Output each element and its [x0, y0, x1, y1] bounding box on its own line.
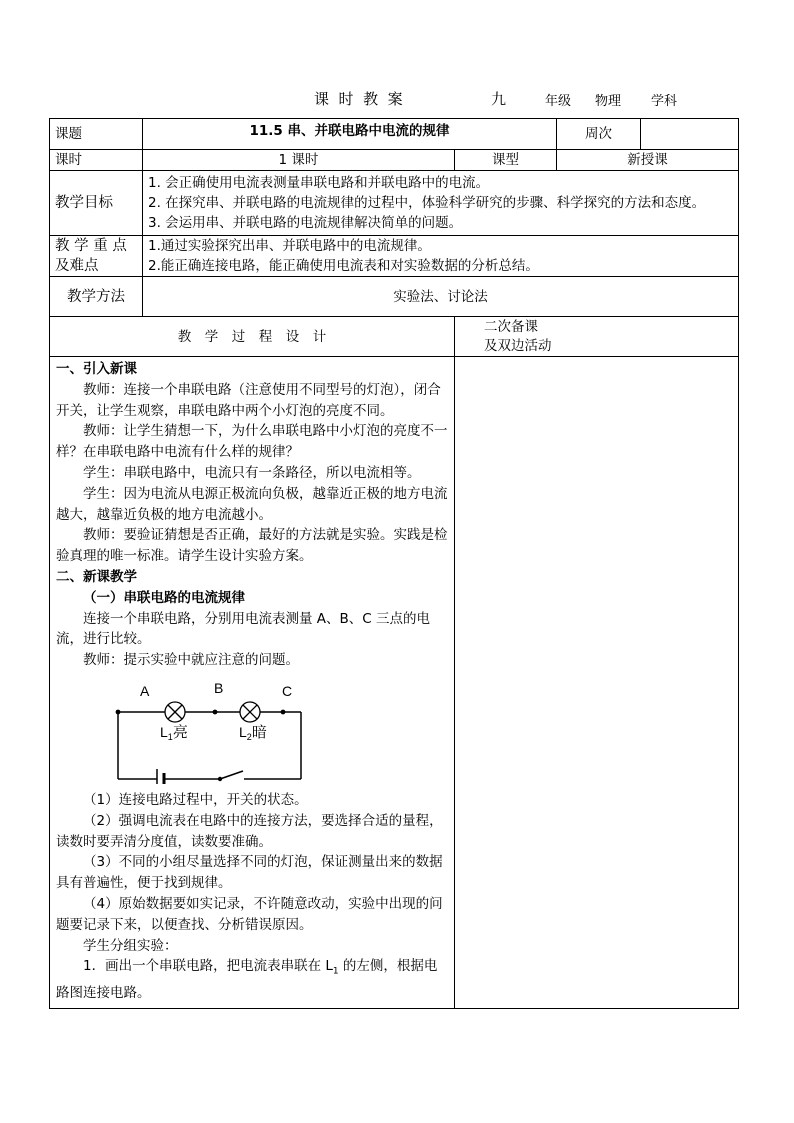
l1-label: $L_1$亮	[160, 723, 188, 742]
heading-grade: 九	[491, 90, 507, 108]
topic-label: 课题	[50, 119, 143, 150]
goal-item: 3. 会运用串、并联电路的电流规律解决简单的问题。	[148, 215, 463, 231]
paragraph: （2）强调电流表在电路中的连接方法，要选择合适的量程，读数时要弄清分度值，读数要准确。	[56, 812, 443, 850]
keypoint-item: 1.通过实验探究出串、并联电路中的电流规律。	[148, 238, 431, 254]
keypoints-label: 教 学 重 点 及难点	[50, 236, 143, 277]
label-b: B	[214, 679, 224, 696]
paragraph: 教师：提示实验中就应注意的问题。	[83, 652, 299, 669]
heading-subject-word: 学科	[651, 94, 678, 109]
label-a: A	[140, 682, 150, 699]
paragraph: 连接一个串联电路，分别用电流表测量 A、B、C 三点的电流，进行比较。	[56, 610, 431, 648]
hours-value: 1 课时	[143, 150, 455, 171]
battery-icon	[157, 769, 164, 784]
goals-label: 教学目标	[50, 171, 143, 236]
goals-cell	[143, 171, 739, 236]
hours-label: 课时	[50, 150, 143, 171]
paragraph: 教师：让学生猜想一下，为什么串联电路中小灯泡的亮度不一样？在串联电路中电流有什么样的规律？	[56, 423, 448, 461]
notes-content	[455, 357, 739, 1009]
switch-icon	[220, 771, 243, 779]
process-header: 教 学 过 程 设 计	[50, 317, 455, 357]
label-c: C	[282, 682, 293, 699]
method-value: 实验法、讨论法	[143, 277, 739, 317]
goal-item: 1. 会正确使用电流表测量串联电路和并联电路中的电流。	[148, 175, 490, 191]
junction-dots	[116, 710, 286, 782]
process-content	[50, 357, 455, 1009]
heading-subject: 物理	[595, 94, 622, 109]
paragraph: 学生：因为电流从电源正极流向负极，越靠近正极的地方电流越大，越靠近负极的地方电流越小。	[56, 485, 448, 523]
paragraph: 教师：连接一个串联电路（注意使用不同型号的灯泡），闭合开关，让学生观察，串联电路中两个小灯泡的亮度不同。	[56, 381, 441, 419]
paragraph: （1）连接电路过程中，开关的状态。	[83, 791, 308, 808]
lamp-l1-icon	[165, 702, 185, 722]
lesson-plan-table	[49, 118, 739, 1009]
keypoints-cell	[143, 236, 739, 277]
paragraph: 学生分组实验：	[83, 937, 178, 954]
subsection-title: （一）串联电路的电流规律	[83, 589, 245, 606]
section-title: 一、引入新课	[56, 361, 137, 377]
section-title: 二、新课教学	[56, 568, 137, 585]
topic-value: 11.5 串、并联电路中电流的规律	[143, 119, 557, 150]
heading-title: 课 时 教 案	[314, 90, 403, 108]
paragraph: 学生：串联电路中，电流只有一条路径，所以电流相等。	[83, 464, 421, 481]
page-heading	[0, 88, 794, 110]
paragraph: （3）不同的小组尽量选择不同的灯泡，保证测量出来的数据具有普遍性，便于找到规律。	[56, 854, 443, 892]
circuit-wires	[118, 712, 301, 779]
paragraph: （4）原始数据要如实记录，不许随意改动，实验中出现的问题要记录下来，以便查找、分析错误原因。	[56, 895, 443, 933]
heading-grade-word: 年级	[545, 94, 572, 109]
l2-label: $L_2$暗	[239, 723, 267, 742]
week-label: 周次	[557, 119, 641, 150]
keypoint-item: 2.能正确连接电路，能正确使用电流表和对实验数据的分析总结。	[148, 258, 539, 274]
goal-item: 2. 在探究串、并联电路的电流规律的过程中，体验科学研究的步骤、科学探究的方法和态度。	[148, 195, 706, 211]
paragraph: 教师：要验证猜想是否正确，最好的方法就是实验。实践是检验真理的唯一标准。请学生设计实验方案。	[56, 527, 448, 565]
week-value	[641, 119, 739, 150]
type-label: 课型	[455, 150, 557, 171]
notes-header: 二次备课 及双边活动	[455, 317, 739, 357]
paragraph: 1．画出一个串联电路，把电流表串联在 $L_1$ 的左侧，根据电路图连接电路。	[56, 958, 438, 1001]
lamp-l2-icon	[240, 702, 260, 722]
method-label: 教学方法	[50, 277, 143, 317]
type-value: 新授课	[557, 150, 739, 171]
series-circuit-diagram	[104, 679, 304, 784]
